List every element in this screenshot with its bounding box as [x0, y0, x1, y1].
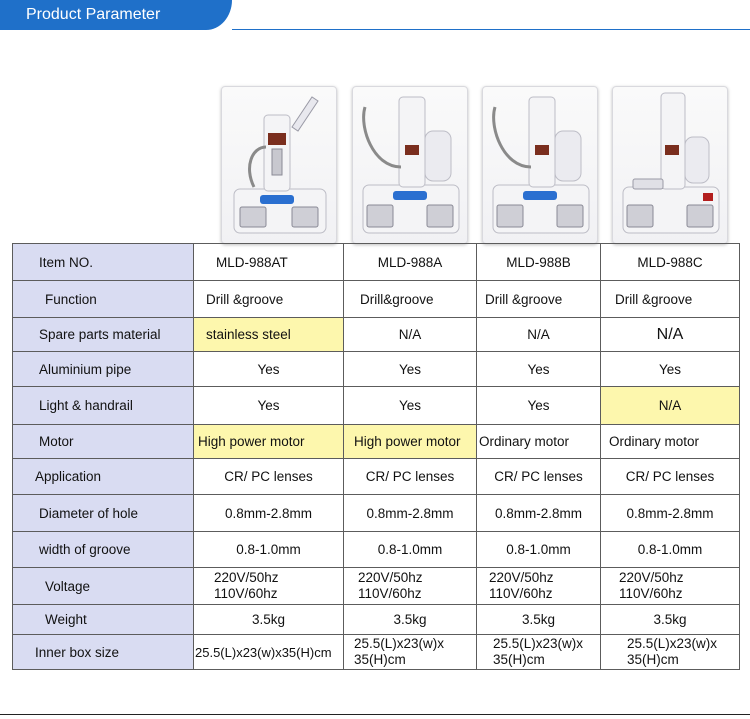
- cell: CR/ PC lenses: [601, 459, 740, 495]
- cell: Ordinary motor: [601, 425, 740, 459]
- drill-machine-icon: [222, 87, 336, 243]
- cell: 3.5kg: [344, 605, 477, 635]
- drill-machine-icon: [613, 87, 727, 243]
- cell: Ordinary motor: [477, 425, 601, 459]
- cell: 0.8-1.0mm: [601, 532, 740, 568]
- row-label: Weight: [13, 605, 194, 635]
- section-title: Product Parameter: [26, 6, 161, 23]
- row-label: Voltage: [13, 568, 194, 605]
- cell: [601, 568, 740, 605]
- cell-line: 220V/50hz: [214, 570, 279, 585]
- cell-line: 110V/60hz: [619, 586, 683, 601]
- cell: MLD-988C: [601, 244, 740, 281]
- product-photo-988at: [221, 86, 337, 244]
- cell: MLD-988B: [477, 244, 601, 281]
- cell: [477, 635, 601, 670]
- cell: 3.5kg: [194, 605, 344, 635]
- cell: [601, 635, 740, 670]
- cell: [344, 568, 477, 605]
- drill-machine-icon: [483, 87, 597, 243]
- table-row: [13, 459, 740, 495]
- cell-line: 35(H)cm: [627, 652, 679, 667]
- cell: MLD-988A: [344, 244, 477, 281]
- cell: 0.8mm-2.8mm: [194, 495, 344, 532]
- cell-highlight: High power motor: [194, 425, 344, 459]
- table-row: [13, 425, 740, 459]
- table-row: [13, 352, 740, 387]
- cell: Yes: [194, 387, 344, 425]
- cell: 0.8mm-2.8mm: [601, 495, 740, 532]
- table-row: [13, 532, 740, 568]
- product-photo-988b: [482, 86, 598, 244]
- cell: N/A: [344, 318, 477, 352]
- cell: Drill &groove: [477, 281, 601, 318]
- table-row: [13, 281, 740, 318]
- cell-line: 35(H)cm: [493, 652, 545, 667]
- cell: CR/ PC lenses: [194, 459, 344, 495]
- row-label: Function: [13, 281, 194, 318]
- table-row: [13, 568, 740, 605]
- cell-highlight: N/A: [601, 387, 740, 425]
- cell-highlight: stainless steel: [194, 318, 344, 352]
- row-label: width of groove: [13, 532, 194, 568]
- product-photo-988c: [612, 86, 728, 244]
- cell-line: 220V/50hz: [619, 570, 684, 585]
- section-header: [0, 0, 232, 30]
- cell-line: 110V/60hz: [214, 586, 278, 601]
- table-row: [13, 635, 740, 670]
- cell: [194, 568, 344, 605]
- cell: 0.8mm-2.8mm: [344, 495, 477, 532]
- cell-line: 110V/60hz: [489, 586, 553, 601]
- cell: 0.8-1.0mm: [477, 532, 601, 568]
- cell: [344, 635, 477, 670]
- row-label: Item NO.: [13, 244, 194, 281]
- cell: MLD-988AT: [194, 244, 344, 281]
- cell: Yes: [477, 387, 601, 425]
- cell: CR/ PC lenses: [344, 459, 477, 495]
- header-rule: [232, 29, 750, 30]
- cell: [477, 568, 601, 605]
- row-label: Spare parts material: [13, 318, 194, 352]
- cell: Yes: [344, 352, 477, 387]
- cell: 0.8mm-2.8mm: [477, 495, 601, 532]
- cell-line: 110V/60hz: [358, 586, 422, 601]
- row-label: Motor: [13, 425, 194, 459]
- cell-line: 220V/50hz: [358, 570, 423, 585]
- cell: Drill&groove: [344, 281, 477, 318]
- table-row: [13, 318, 740, 352]
- cell-line: 25.5(L)x23(w)x: [627, 636, 718, 651]
- spec-table: [12, 243, 740, 670]
- cell: CR/ PC lenses: [477, 459, 601, 495]
- cell-highlight: High power motor: [344, 425, 477, 459]
- row-label: Application: [13, 459, 194, 495]
- table-row: [13, 605, 740, 635]
- cell-line: 35(H)cm: [354, 652, 406, 667]
- cell-line: 25.5(L)x23(w)x: [493, 636, 584, 651]
- cell: 3.5kg: [477, 605, 601, 635]
- cell: Yes: [194, 352, 344, 387]
- row-label: Light & handrail: [13, 387, 194, 425]
- cell: 25.5(L)x23(w)x35(H)cm: [194, 635, 344, 670]
- product-photo-988a: [352, 86, 468, 244]
- table-row: [13, 495, 740, 532]
- cell: 0.8-1.0mm: [344, 532, 477, 568]
- row-label: Diameter of hole: [13, 495, 194, 532]
- cell: Drill &groove: [194, 281, 344, 318]
- cell-line: 25.5(L)x23(w)x: [354, 636, 445, 651]
- cell: Yes: [601, 352, 740, 387]
- cell: N/A: [601, 318, 740, 352]
- cell: N/A: [477, 318, 601, 352]
- drill-machine-icon: [353, 87, 467, 243]
- cell-line: 220V/50hz: [489, 570, 554, 585]
- row-label: Inner box size: [13, 635, 194, 670]
- cell: 3.5kg: [601, 605, 740, 635]
- footer-rule: [0, 714, 750, 715]
- row-label: Aluminium pipe: [13, 352, 194, 387]
- cell: Drill &groove: [601, 281, 740, 318]
- cell: Yes: [477, 352, 601, 387]
- table-row: [13, 387, 740, 425]
- cell: 0.8-1.0mm: [194, 532, 344, 568]
- cell: Yes: [344, 387, 477, 425]
- table-row: [13, 244, 740, 281]
